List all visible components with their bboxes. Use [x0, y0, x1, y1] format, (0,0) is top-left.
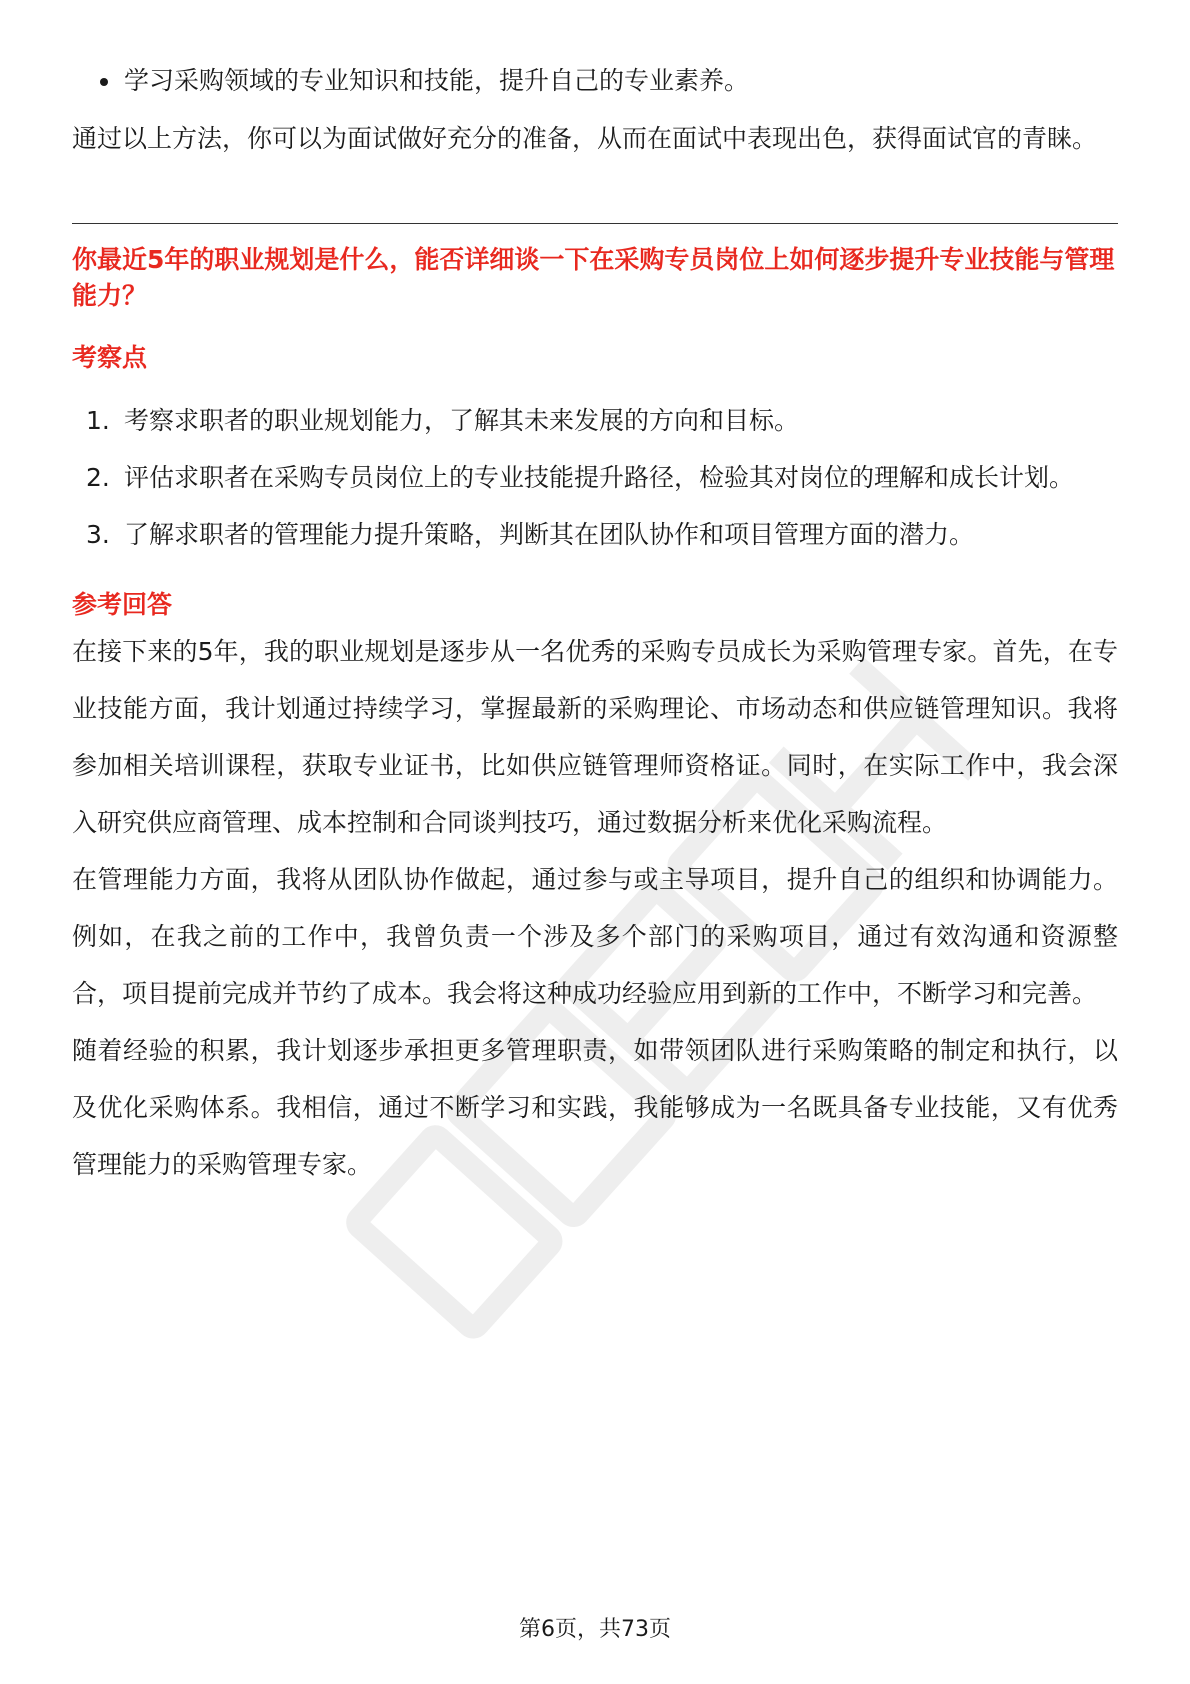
- answer-paragraph: 在接下来的5年，我的职业规划是逐步从一名优秀的采购专员成长为采购管理专家。首先，在专业技能方面，我计划通过持续学习，掌握最新的采购理论、市场动态和供应链管理知识。我将参加相关培训课程，获取专业证书，比如供应链管理师资格证。同时，在实际工作中，我会深入研究供应商管理、成本控制和合同谈判技巧，通过数据分析来优化采购流程。: [72, 637, 1118, 837]
- page-footer: 第6页，共73页: [519, 1617, 671, 1642]
- assessment-item: [72, 506, 1118, 563]
- list-number: 3.: [86, 520, 110, 549]
- bullet-text: 学习采购领域的专业知识和技能，提升自己的专业素养。: [124, 66, 750, 95]
- content-column: [72, 52, 1118, 1193]
- closing-paragraph: 通过以上方法，你可以为面试做好充分的准备，从而在面试中表现出色，获得面试官的青睐。: [72, 124, 1098, 153]
- answer-paragraph: 在管理能力方面，我将从团队协作做起，通过参与或主导项目，提升自己的组织和协调能力。例如，在我之前的工作中，我曾负责一个涉及多个部门的采购项目，通过有效沟通和资源整合，项目提前完成并节约了成本。我会将这种成功经验应用到新的工作中，不断学习和完善。: [72, 865, 1118, 1008]
- bullet-item: [72, 52, 1118, 110]
- section-divider: [72, 223, 1118, 224]
- answer-paragraph: 随着经验的积累，我计划逐步承担更多管理职责，如带领团队进行采购策略的制定和执行，以及优化采购体系。我相信，通过不断学习和实践，我能够成为一名既具备专业技能，又有优秀管理能力的采购管理专家。: [72, 1036, 1118, 1179]
- reference-answer-heading: 参考回答: [72, 590, 173, 619]
- list-number: 2.: [86, 463, 110, 492]
- list-number: 1.: [86, 406, 110, 435]
- assessment-item-text: 考察求职者的职业规划能力，了解其未来发展的方向和目标。: [124, 406, 800, 435]
- assessment-item-text: 了解求职者的管理能力提升策略，判断其在团队协作和项目管理方面的潜力。: [124, 520, 975, 549]
- assessment-item: [72, 449, 1118, 506]
- assessment-list: [72, 392, 1118, 563]
- assessment-heading: 考察点: [72, 343, 148, 372]
- assessment-item-text: 评估求职者在采购专员岗位上的专业技能提升路径，检验其对岗位的理解和成长计划。: [124, 463, 1075, 492]
- bullet-dot-icon: [100, 78, 108, 86]
- interview-question: 你最近5年的职业规划是什么，能否详细谈一下在采购专员岗位上如何逐步提升专业技能与管理能力？: [72, 245, 1115, 310]
- assessment-item: [72, 392, 1118, 449]
